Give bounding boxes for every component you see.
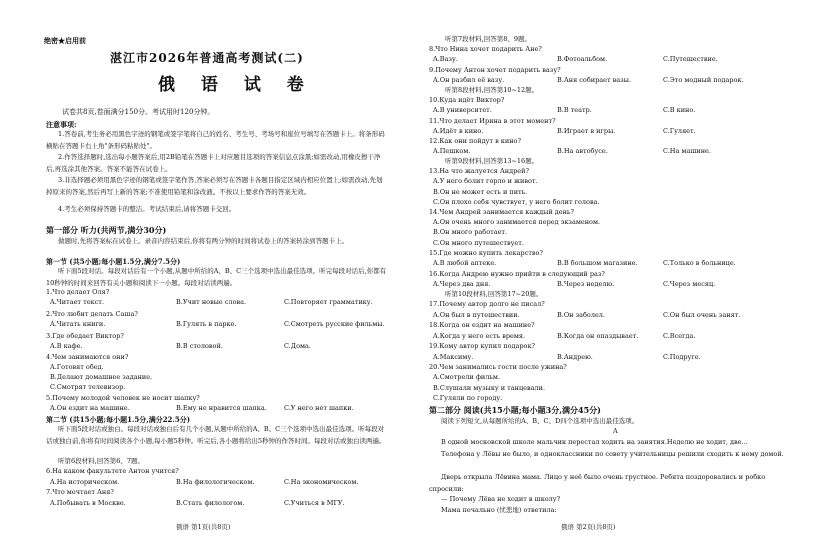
- section1-title: 第一节 (共5小题;每小题1.5分,满分7.5分): [46, 257, 181, 266]
- q18-option-c: C.Всегда.: [663, 332, 696, 340]
- q11-option-b: B.Играет в игры.: [557, 127, 616, 135]
- q12-option-b: B.На автобусе.: [557, 147, 608, 155]
- q2-option-a: A.Читать книги.: [50, 320, 106, 328]
- q6-option-c: C.На экономическом.: [284, 478, 359, 486]
- part2-desc: 阅读下列短文,从每题所给的A、B、C、D四个选项中选出最佳选项。: [441, 417, 639, 425]
- question-4: 4.Чем занимаются они?: [46, 353, 129, 361]
- question-2: 2.Что любит делать Саша?: [46, 310, 138, 318]
- q20-option-a: A.Смотрели фильм.: [433, 373, 501, 381]
- q14-option-c: C.Он много путешествует.: [433, 239, 524, 247]
- q4-option-c: C.Смотрят телевизор.: [50, 383, 126, 391]
- note-2: 2.作答选择题时,选出每小题答案后,用2B铅笔在答题卡上对应题目选项的答案信息点涂黑;如需改动,用橡皮擦干净后,再选涂其他答案。答案不能答在试卷上。: [46, 153, 381, 173]
- q8-option-c: C.Путешествие.: [663, 55, 718, 63]
- q20-option-b: B.Слушали музыку и танцевали.: [433, 384, 546, 392]
- q8-option-b: B.Фотоальбом.: [557, 55, 608, 63]
- q5-option-b: B.Ему не нравится шапка.: [176, 404, 267, 412]
- q15-option-c: C.Только в больнице.: [663, 259, 736, 267]
- question-11: 11.Что делает Ирина в этот момент?: [429, 117, 556, 125]
- q1-option-c: C.Повторяет грамматику.: [284, 298, 373, 306]
- q20-option-c: C.Гуляли по городу.: [433, 394, 503, 402]
- question-9: 9.Почему Антон хочет подарить вазу?: [429, 66, 561, 74]
- exam-title: 湛江市2026年普通高考测试(二): [110, 51, 304, 65]
- question-13: 13.На что жалуется Андрей?: [429, 167, 529, 175]
- question-19: 19.Кому автор купил подарок?: [429, 342, 535, 350]
- part1-desc: 做题时,先将答案标在试卷上。录音内容结束后,你将有两分钟的时间将试卷上的答案转涂到答题卡上。: [58, 237, 349, 245]
- question-7: 7.Что мечтает Аня?: [46, 488, 114, 496]
- q2-option-b: B.Гулять в парке.: [176, 320, 237, 328]
- q18-option-a: A.Когда у него есть время.: [433, 332, 526, 340]
- listen-10: 听第10段材料,回答第17~20题。: [445, 290, 543, 298]
- question-16: 16.Когда Андрею нужно прийти в следующий раз?: [429, 270, 605, 278]
- q5-option-a: A.Он ездит на машине.: [50, 404, 130, 412]
- q13-option-c: C.Он плохо себя чувствует, у него болит голова.: [433, 198, 600, 206]
- q4-option-a: A.Готовят обед.: [50, 363, 104, 371]
- passage-paragraph-1: В одной московской школе мальчик перестал ходить на занятия.Неделю не ходит, две...: [441, 438, 748, 446]
- question-17: 17.Почему автор долго не писал?: [429, 300, 545, 308]
- q14-option-a: A.Он очень много занимается перед экзаменом.: [433, 218, 601, 226]
- q6-option-a: A.На историческом.: [50, 478, 120, 486]
- q19-option-a: A.Максиму.: [433, 353, 474, 361]
- q16-option-c: C.Через месяц.: [663, 280, 716, 288]
- q10-option-b: B.В театр.: [557, 106, 592, 114]
- q3-option-b: B.В столовой.: [176, 342, 223, 350]
- q17-option-c: C.Он был очень занят.: [663, 311, 741, 319]
- q19-option-c: C.Подруге.: [663, 353, 701, 361]
- note-1: 1.答卷前,考生务必用黑色字迹的钢笔或签字笔将自己的姓名、考生号、考场号和座位号填写在答题卡上。将条形码横贴在答题卡右上角"条形码粘贴处"。: [46, 130, 385, 150]
- q18-option-b: B.Когда он опаздывает.: [557, 332, 639, 340]
- note-4: 4.考生必须保持答题卡的整洁。考试结束后,请将答题卡交回。: [58, 205, 236, 213]
- question-5: 5.Почему молодой человек не носит шапку?: [46, 394, 200, 402]
- q3-option-a: A.В кафе.: [50, 342, 83, 350]
- section1-desc: 听下面5段对话。每段对话后有一个小题,从题中所给的A、B、C三个选项中选出最佳选项。听完每段对话后,你都有10秒钟的时间来回答有关小题和阅读下一小题。每段对话读两遍。: [46, 267, 387, 287]
- q3-option-c: C.Дома.: [284, 342, 312, 350]
- passage-paragraph-4: — Почему Лёва не ходит в школу?: [441, 495, 561, 503]
- q9-option-c: C.Это модный подарок.: [663, 76, 744, 84]
- question-15: 15.Где можно купить лекарство?: [429, 249, 543, 257]
- q9-option-a: A.Он разбил её вазу.: [433, 76, 505, 84]
- q13-option-a: A.У него болит горло и живот.: [433, 177, 538, 185]
- q4-option-b: B.Делают домашнее задание.: [50, 373, 153, 381]
- q7-option-a: A.Побывать в Москве.: [50, 499, 126, 507]
- q17-option-a: A.Он был в путешествии.: [433, 311, 520, 319]
- listen-8: 听第8段材料,回答第10~12题。: [445, 86, 539, 94]
- part2-title: 第二部分 阅读(共15小题;每小题3分,满分45分): [429, 405, 601, 415]
- q12-option-a: A.Пешком.: [433, 147, 471, 155]
- secret-label: 绝密★启用前: [44, 36, 86, 45]
- q13-option-b: B.Он не может есть и пить.: [433, 188, 528, 196]
- q1-option-b: B.Учит новые слова.: [176, 298, 247, 306]
- question-20: 20.Чем занимались гости после ужина?: [429, 363, 567, 371]
- q2-option-c: C.Смотреть русские фильмы.: [284, 320, 385, 328]
- page-2-footer: 俄语 第2页(共8页): [561, 523, 616, 531]
- q8-option-a: A.Вазу.: [433, 55, 458, 63]
- question-8: 8.Что Нина хочет подарить Ане?: [429, 45, 542, 53]
- notes-title: 注意事项:: [46, 120, 77, 129]
- q17-option-b: B.Он заболел.: [557, 311, 605, 319]
- passage-paragraph-3: Дверь открыла Лёвина мама. Лицо у неё было очень грустное. Ребята поздоровались и робко спросили:: [429, 473, 766, 493]
- q6-option-b: B.На филологическом.: [176, 478, 255, 486]
- question-12: 12.Как они пойдут в кино?: [429, 137, 521, 145]
- listen-9: 听第9段材料,回答第13~16题。: [445, 157, 539, 165]
- q19-option-b: B.Андрею.: [557, 353, 593, 361]
- q10-option-a: A.В университет.: [433, 106, 492, 114]
- note-3: 3.非选择题必须用黑色字迹的钢笔或签字笔作答,答案必须写在答题卡各题目指定区域内相应位置上;如需改动,先划掉原来的答案,然后再写上新的答案;不准使用铅笔和涂改液。不按以上要求作答的答案无效。: [46, 176, 383, 196]
- question-6: 6.На каком факультете Антон учится?: [46, 467, 179, 475]
- exam-intro: 试卷共8页,卷面满分150分。考试用时120分钟。: [62, 108, 215, 116]
- q9-option-b: B.Аня собирает вазы.: [557, 76, 631, 84]
- listen-7: 听第7段材料,回答第8、9题。: [445, 35, 531, 43]
- section2-title: 第二节 (共15小题;每小题1.5分,满分22.5分): [46, 415, 191, 424]
- q12-option-c: C.На машине.: [663, 147, 711, 155]
- question-18: 18.Когда он ездит на машине?: [429, 321, 535, 329]
- q7-option-b: B.Стать филологом.: [176, 499, 245, 507]
- question-1: 1.Что делает Оля?: [46, 288, 110, 296]
- q16-option-a: A.Через два дня.: [433, 280, 491, 288]
- passage-paragraph-2: Телефона у Лёвы не было, и одноклассники по совету учительницы решили сходить к нему домой.: [441, 450, 784, 458]
- q10-option-c: C.В кино.: [663, 106, 696, 114]
- q15-option-b: B.В большом магазине.: [557, 259, 638, 267]
- q15-option-a: A.В любой аптеке.: [433, 259, 497, 267]
- q11-option-a: A.Идёт в кино.: [433, 127, 484, 135]
- q16-option-b: B.Через неделю.: [557, 280, 615, 288]
- section2-desc: 听下面5段对话或独白。每段对话或独白后有几个小题,从题中所给的A、B、C三个选项中选出最佳选项。听每段对话或独白前,你将有时间阅读各个小题,每小题5秒钟。听完后,各小题将给出5秒钟的作答时间。每段对话或独白读两遍。: [46, 425, 386, 445]
- q1-option-a: A.Читает текст.: [50, 298, 104, 306]
- q5-option-c: C.У него нет шапки.: [284, 404, 354, 412]
- exam-subtitle: 俄 语 试 卷: [158, 75, 314, 95]
- q14-option-b: B.Он много работает.: [433, 228, 508, 236]
- question-10: 10.Куда идёт Виктор?: [429, 96, 505, 104]
- part1-title: 第一部分 听力(共两节,满分30分): [46, 225, 167, 235]
- q7-option-c: C.Учиться в МГУ.: [284, 499, 345, 507]
- page-1-footer: 俄语 第1页(共8页): [176, 523, 231, 531]
- question-14: 14.Чем Андрей занимается каждый день?: [429, 208, 574, 216]
- question-3: 3.Где обедает Виктор?: [46, 332, 124, 340]
- listen-6: 听第6段材料,回答第6、7题。: [58, 457, 144, 465]
- passage-marker: A: [613, 427, 618, 435]
- q11-option-c: C.Гуляет.: [663, 127, 696, 135]
- passage-paragraph-5: Мама печально (忧悲地) ответила:: [441, 506, 557, 514]
- page-2: [409, 0, 818, 545]
